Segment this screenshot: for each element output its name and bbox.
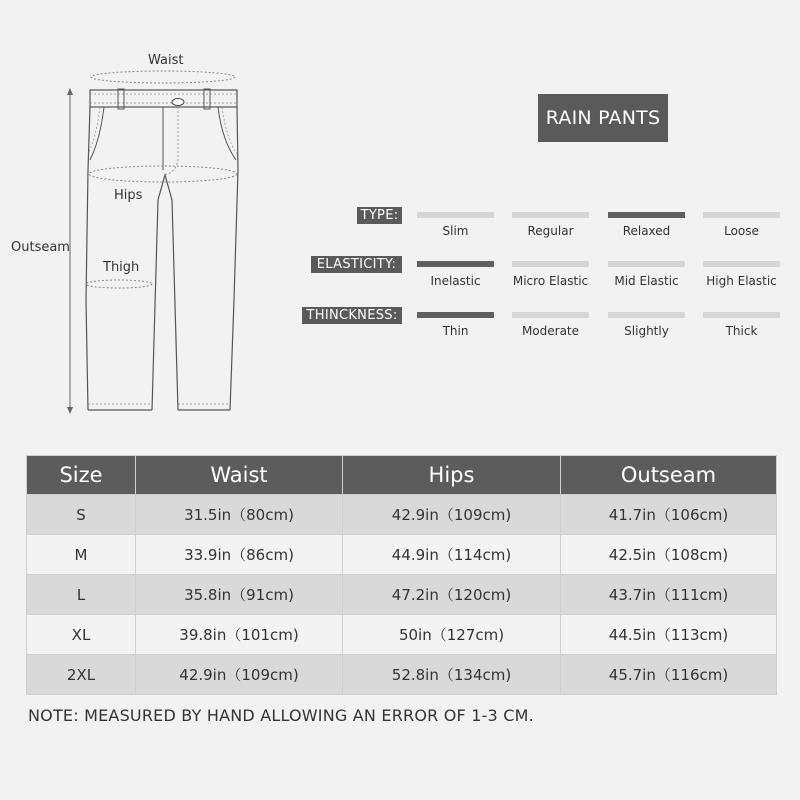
pants-diagram [0, 0, 260, 430]
elasticity-option [512, 261, 589, 288]
cell-size: M [27, 535, 136, 575]
cell-size: L [27, 575, 136, 615]
cell-outseam: 45.7in（116cm) [561, 655, 777, 695]
thickness-option-bar [703, 312, 780, 318]
thickness-option [417, 312, 494, 338]
type-option-label: Regular [527, 224, 574, 238]
thickness-option-label: Thin [442, 324, 469, 338]
cell-size: 2XL [27, 655, 136, 695]
pants-illustration [0, 0, 260, 430]
type-option-bar [512, 212, 589, 218]
thickness-option [703, 312, 780, 338]
cell-waist: 39.8in（101cm) [136, 615, 343, 655]
cell-waist: 31.5in（80cm) [136, 495, 343, 535]
type-option-label: Slim [442, 224, 469, 238]
elasticity-option-bar [608, 261, 685, 267]
elasticity-option-bar [703, 261, 780, 267]
outseam-label: Outseam [11, 240, 70, 255]
cell-hips: 47.2in（120cm) [343, 575, 561, 615]
cell-hips: 50in（127cm) [343, 615, 561, 655]
cell-hips: 42.9in（109cm) [343, 495, 561, 535]
elasticity-option-label: Inelastic [430, 274, 481, 288]
measurement-note: NOTE: MEASURED BY HAND ALLOWING AN ERROR OF 1-3 CM. [28, 706, 534, 725]
table-row [27, 655, 777, 695]
cell-hips: 52.8in（134cm) [343, 655, 561, 695]
size-chart-table [26, 455, 777, 695]
type-option-label: Relaxed [622, 224, 671, 238]
elasticity-option [608, 261, 685, 288]
cell-hips: 44.9in（114cm) [343, 535, 561, 575]
waist-label: Waist [148, 53, 184, 68]
hips-label: Hips [114, 188, 143, 203]
thickness-option-bar [417, 312, 494, 318]
elasticity-option [417, 261, 494, 288]
type-option [608, 212, 685, 238]
type-option-label: Loose [724, 224, 759, 238]
table-row [27, 615, 777, 655]
cell-waist: 42.9in（109cm) [136, 655, 343, 695]
thickness-option-bar [608, 312, 685, 318]
thickness-label: THINCKNESS: [302, 307, 402, 324]
header-size: Size [27, 456, 136, 495]
thickness-option-label: Moderate [521, 324, 580, 338]
header-outseam: Outseam [561, 456, 777, 495]
table-header-row [27, 456, 777, 495]
header-waist: Waist [136, 456, 343, 495]
type-option-bar [608, 212, 685, 218]
type-option-bar [417, 212, 494, 218]
type-option [417, 212, 494, 238]
type-option [512, 212, 589, 238]
elasticity-option-label: Mid Elastic [614, 274, 679, 288]
thickness-option [608, 312, 685, 338]
elasticity-option-label: Micro Elastic [512, 274, 589, 288]
elasticity-option [703, 261, 780, 288]
thickness-option-bar [512, 312, 589, 318]
cell-outseam: 42.5in（108cm) [561, 535, 777, 575]
elasticity-label: ELASTICITY: [311, 256, 402, 273]
elasticity-option-bar [512, 261, 589, 267]
header-hips: Hips [343, 456, 561, 495]
type-option [703, 212, 780, 238]
product-title: RAIN PANTS [538, 94, 668, 142]
table-row [27, 495, 777, 535]
type-label: TYPE: [357, 207, 402, 224]
elasticity-option-label: High Elastic [706, 274, 777, 288]
cell-size: S [27, 495, 136, 535]
table-row [27, 535, 777, 575]
cell-outseam: 41.7in（106cm) [561, 495, 777, 535]
type-option-bar [703, 212, 780, 218]
elasticity-option-bar [417, 261, 494, 267]
cell-waist: 35.8in（91cm) [136, 575, 343, 615]
cell-outseam: 44.5in（113cm) [561, 615, 777, 655]
cell-outseam: 43.7in（111cm) [561, 575, 777, 615]
cell-size: XL [27, 615, 136, 655]
table-row [27, 575, 777, 615]
thigh-label: Thigh [103, 260, 140, 275]
thickness-option-label: Thick [725, 324, 758, 338]
cell-waist: 33.9in（86cm) [136, 535, 343, 575]
thickness-option-label: Slightly [624, 324, 669, 338]
thickness-option [512, 312, 589, 338]
